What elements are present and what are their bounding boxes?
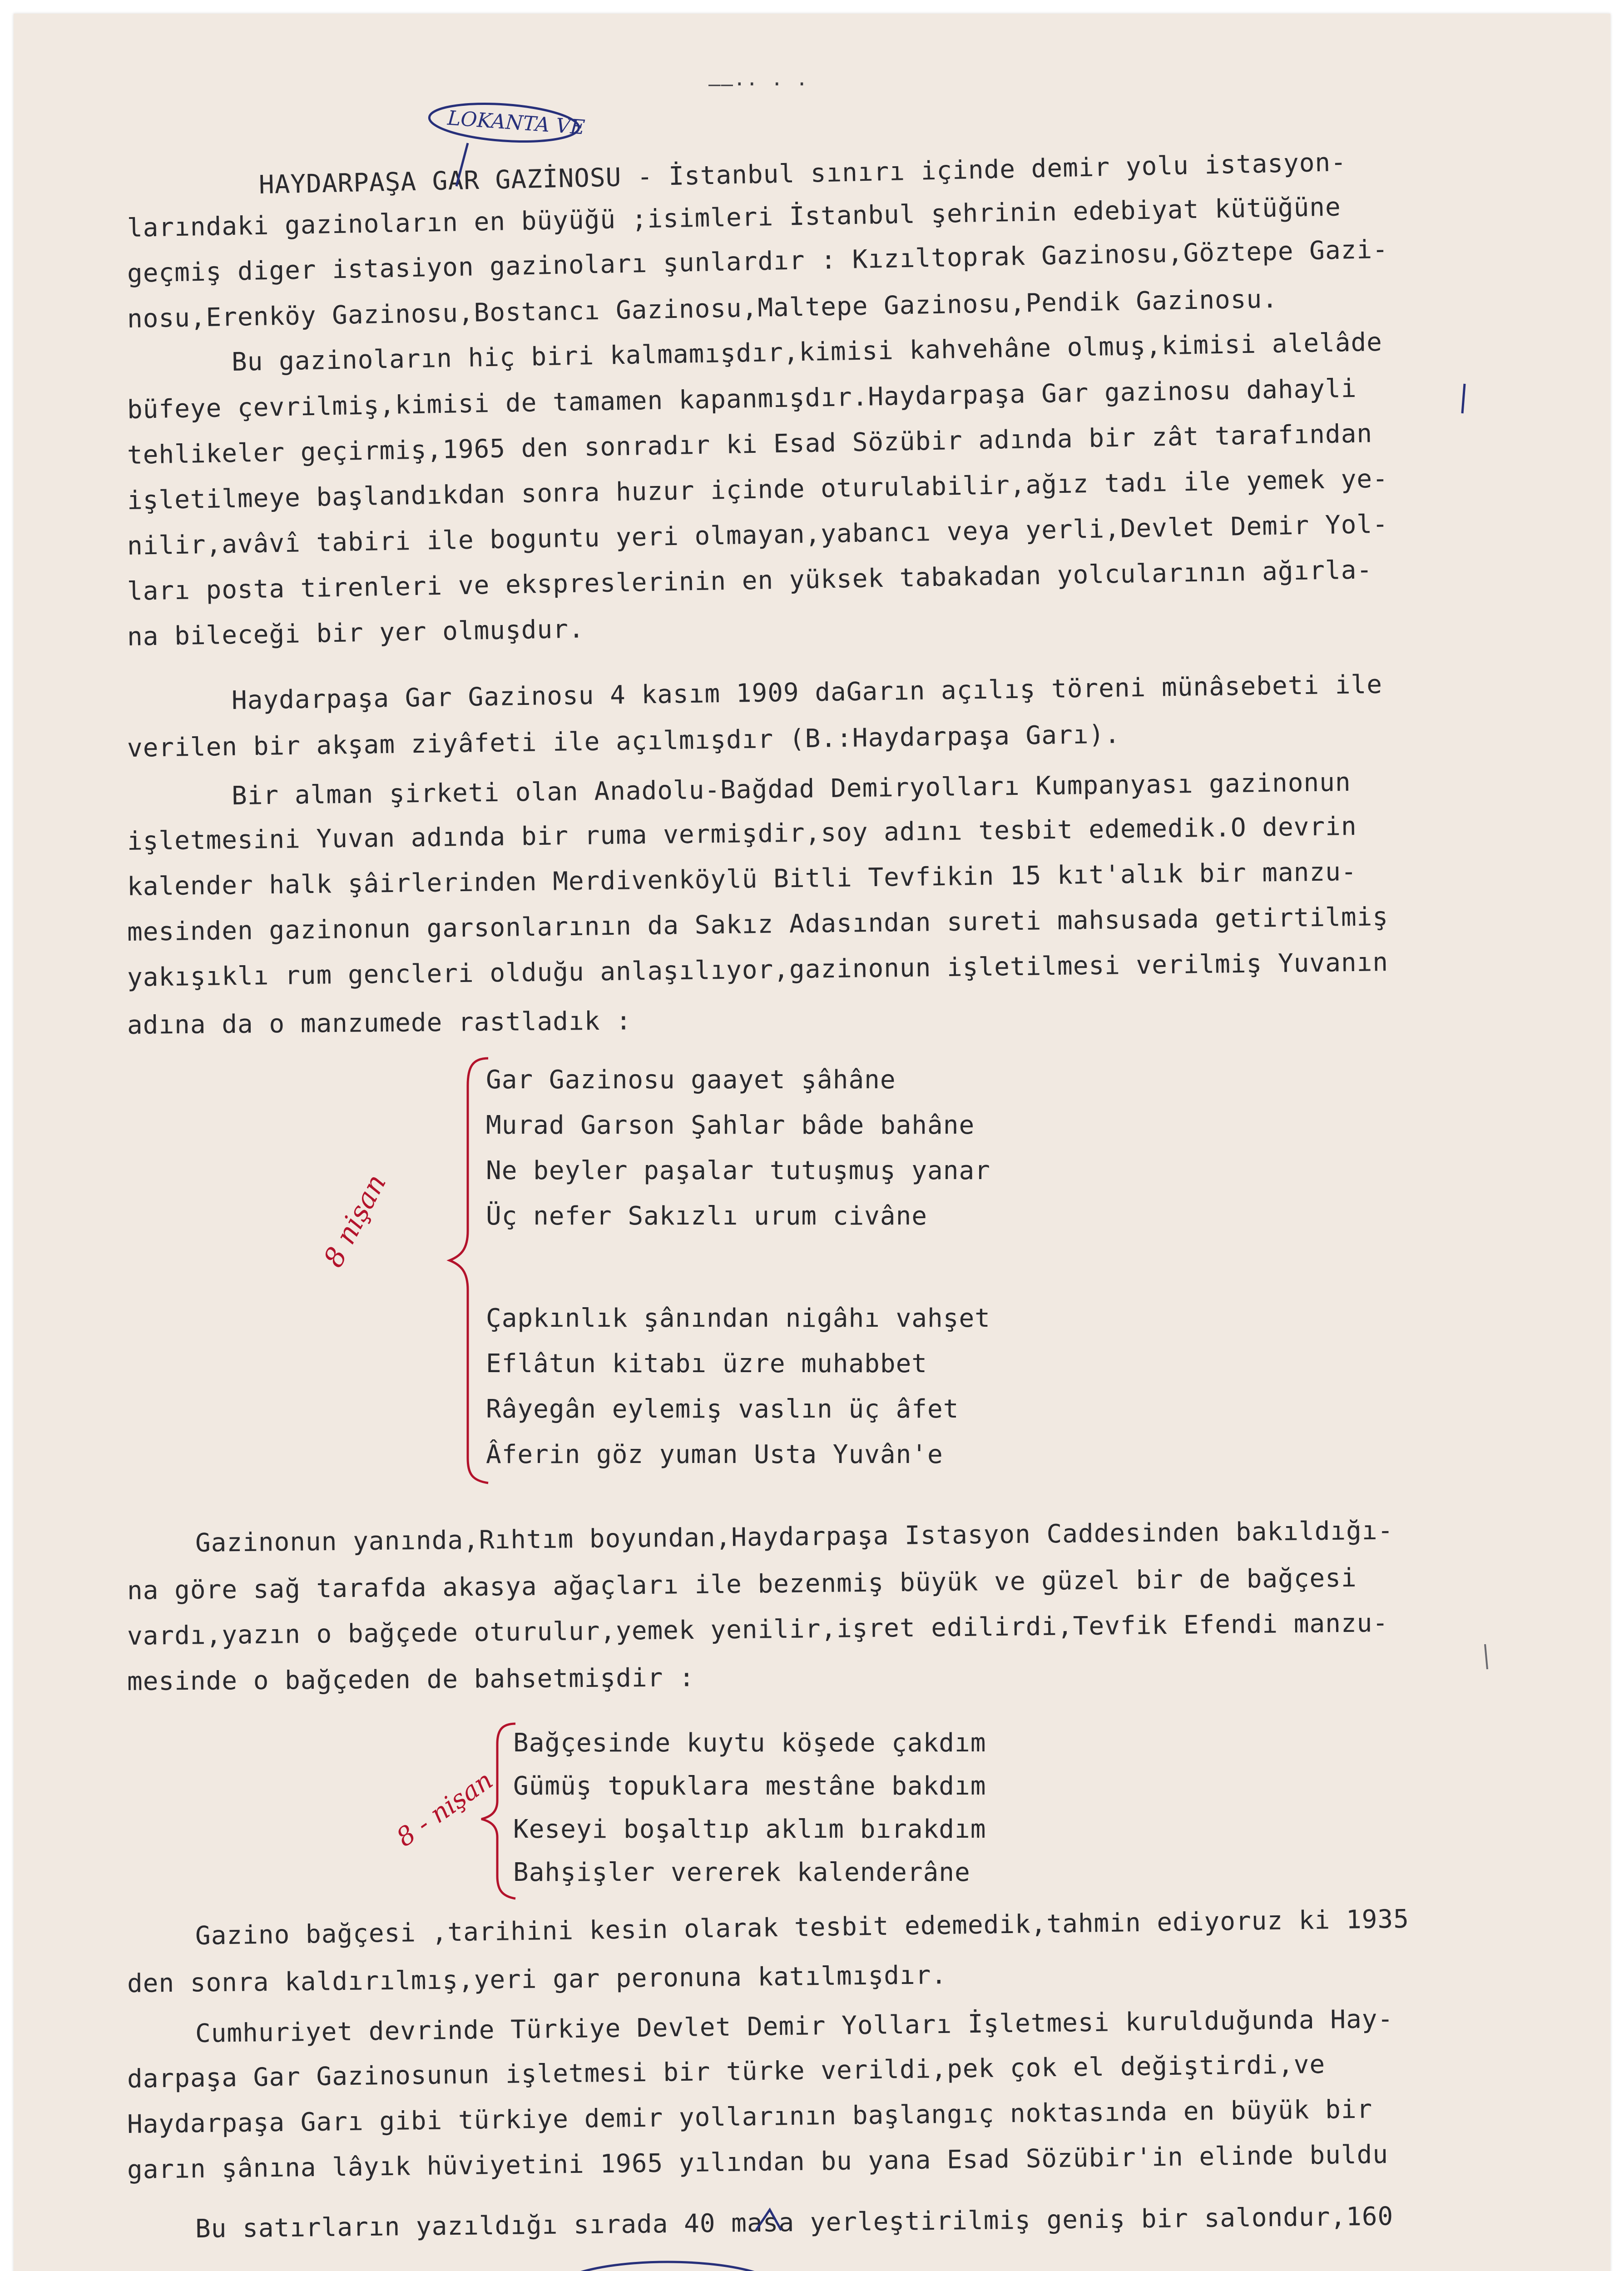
document-page	[14, 14, 1610, 2271]
text-line-24: Gazino bağçesi ,tarihini kesin olarak tesbit edemedik,tahmin ediyoruz ki 1935	[195, 1904, 1410, 1951]
verse-line-08: Âferin göz yuman Usta Yuvân'e	[486, 1440, 943, 1469]
text-line-27: darpaşa Gar Gazinosunun işletmesi bir türke verildi,pek çok el değiştirdi,ve	[127, 2049, 1326, 2094]
text-line-11: na bileceği bir yer olmuşdur.	[127, 614, 585, 652]
verse-line-11: Keseyi boşaltıp aklım bırakdım	[513, 1815, 986, 1844]
verse-line-01: Gar Gazinosu gaayet şâhâne	[486, 1065, 896, 1095]
verse-line-02: Murad Garson Şahlar bâde bahâne	[486, 1111, 975, 1140]
text-line-14: Bir alman şirketi olan Anadolu-Bağdad Demiryolları Kumpanyası gazinonun	[231, 767, 1351, 811]
text-line-18: yakışıklı rum gencleri olduğu anlaşılıyor,gazinonun işletilmesi verilmiş Yuvanın	[127, 947, 1389, 992]
text-line-16: kalender halk şâirlerinden Merdivenköylü Bitli Tevfikin 15 kıt'alık bir manzu-	[127, 857, 1357, 902]
text-line-17: mesinden gazinonun garsonlarının da Sakız Adasından sureti mahsusada getirtilmiş	[127, 902, 1389, 947]
pencil-tick-mark	[1485, 1644, 1487, 1669]
verse-line-07: Râyegân eylemiş vaslın üç âfet	[486, 1394, 959, 1424]
verse-line-03: Ne beyler paşalar tutuşmuş yanar	[486, 1156, 990, 1185]
text-line-30: Bu satırların yazıldığı sırada 40 masa yerleştirilmiş geniş bir salondur,160	[195, 2202, 1394, 2244]
verse-line-06: Eflâtun kitabı üzre muhabbet	[486, 1349, 928, 1378]
text-line-28: Haydarpaşa Garı gibi türkiye demir yollarının başlangıç noktasında en büyük bir	[127, 2094, 1373, 2139]
verse-line-04: Üç nefer Sakızlı urum civâne	[486, 1201, 928, 1231]
handwritten-insert-lokanta: LOKANTA VE	[446, 106, 586, 139]
text-line-15: işletmesini Yuvan adında bir ruma vermişdir,soy adını tesbit edemedik.O devrin	[127, 811, 1357, 856]
text-line-01: HAYDARPAŞA GAR GAZİNOSU - İstanbul sınırı içinde demir yolu istasyon-	[258, 147, 1347, 200]
text-line-02: larındaki gazinoların en büyüğü ;isimleri İstanbul şehrinin edebiyat kütüğüne	[127, 192, 1342, 243]
header-dash-mark: ——·· · ·	[708, 73, 808, 96]
text-line-21: na göre sağ tarafda akasya ağaçları ile bezenmiş büyük ve güzel bir de bağçesi	[127, 1563, 1357, 1606]
text-line-08: işletilmeye başlandıkdan sonra huzur içinde oturulabilir,ağız tadı ile yemek ye-	[127, 464, 1389, 516]
insert-caret-mark	[456, 143, 468, 186]
text-line-26: Cumhuriyet devrinde Türkiye Devlet Demir Yolları İşletmesi kurulduğunda Hay-	[195, 2004, 1394, 2048]
correction-stroke-mark	[1462, 384, 1465, 413]
verse-line-12: Bahşişler vererek kalenderâne	[513, 1858, 970, 1887]
verse-bracket-1	[450, 1058, 488, 1483]
text-line-23: mesinde o bağçeden de bahsetmişdir :	[127, 1663, 695, 1696]
red-margin-note-2: 8 - nişan	[391, 1765, 499, 1853]
text-line-03: geçmiş diger istasiyon gazinoları şunlardır : Kızıltoprak Gazinosu,Göztepe Gazi-	[127, 234, 1389, 288]
text-line-22: vardı,yazın o bağçede oturulur,yemek yenilir,işret edilirdi,Tevfik Efendi manzu-	[127, 1608, 1389, 1651]
text-line-19: adına da o manzumede rastladık :	[127, 1006, 632, 1040]
text-line-29: garın şânına lâyık hüviyetini 1965 yılından bu yana Esad Sözübir'in elinde buldu	[127, 2140, 1389, 2185]
text-line-25: den sonra kaldırılmış,yeri gar peronuna katılmışdır.	[127, 1960, 947, 1998]
insert-caret-40-mark	[756, 2210, 781, 2230]
text-line-06: büfeye çevrilmiş,kimisi de tamamen kapanmışdır.Haydarpaşa Gar gazinosu dahayli	[127, 373, 1357, 425]
insert-oval-mark	[428, 99, 580, 146]
date-oval-mark	[556, 2262, 779, 2271]
text-line-09: nilir,avâvî tabiri ile boguntu yeri olmayan,yabancı veya yerli,Devlet Demir Yol-	[127, 509, 1389, 561]
text-line-10: ları posta tirenleri ve ekspreslerinin en yüksek tabakadan yolcularının ağırla-	[127, 555, 1373, 606]
text-line-20: Gazinonun yanında,Rıhtım boyundan,Haydarpaşa Istasyon Caddesinden bakıldığı-	[195, 1516, 1394, 1558]
handwritten-marks	[14, 14, 1610, 2271]
text-line-13: verilen bir akşam ziyâfeti ile açılmışdır (B.:Haydarpaşa Garı).	[127, 719, 1121, 763]
text-line-12: Haydarpaşa Gar Gazinosu 4 kasım 1909 daGarın açılış töreni münâsebeti ile	[231, 669, 1383, 715]
verse-line-09: Bağçesinde kuytu köşede çakdım	[513, 1728, 986, 1758]
text-line-07: tehlikeler geçirmiş,1965 den sonradır ki Esad Sözübir adında bir zât tarafından	[127, 419, 1373, 470]
text-line-04: nosu,Erenköy Gazinosu,Bostancı Gazinosu,Maltepe Gazinosu,Pendik Gazinosu.	[127, 284, 1278, 334]
verse-line-10: Gümüş topuklara mestâne bakdım	[513, 1771, 986, 1801]
verse-bracket-2	[481, 1724, 515, 1899]
text-line-05: Bu gazinoların hiç biri kalmamışdır,kimisi kahvehâne olmuş,kimisi alelâde	[231, 327, 1383, 377]
red-margin-note-1: 8 nişan	[317, 1169, 393, 1273]
verse-line-05: Çapkınlık şânından nigâhı vahşet	[486, 1304, 990, 1333]
